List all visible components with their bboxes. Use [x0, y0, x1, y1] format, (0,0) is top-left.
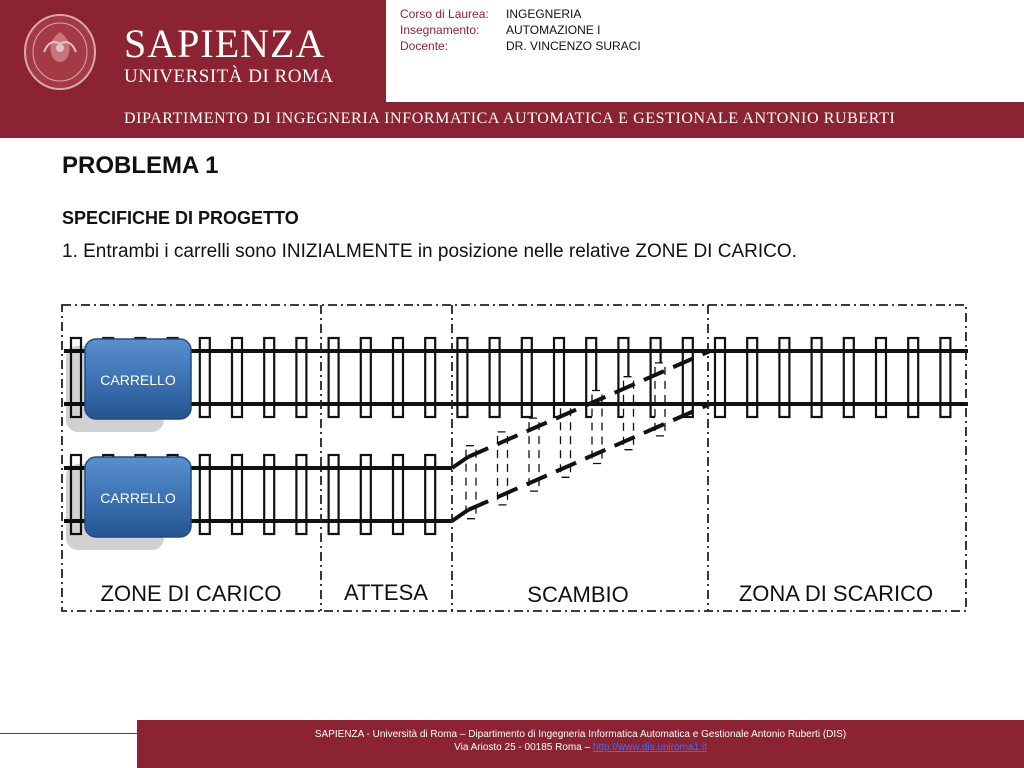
zone-label-unloading: ZONA DI SCARICO: [738, 581, 934, 606]
teaching-label: Insegnamento:: [400, 23, 480, 37]
course-value: INGEGNERIA: [506, 7, 582, 21]
specification-item: 1. Entrambi i carrelli sono INIZIALMENTE in posizione nelle relative ZONE DI CARICO.: [62, 241, 797, 262]
footer-line-2: [137, 742, 1024, 753]
switch-start-bottom: [452, 510, 468, 521]
teacher-label: Docente:: [400, 39, 449, 53]
footer-address: Via Ariosto 25 - 00185 Roma –: [454, 742, 591, 753]
logo-subtitle: UNIVERSITÀ DI ROMA: [124, 66, 334, 87]
zone-label-loading: ZONE DI CARICO: [100, 581, 282, 606]
teacher-value: DR. VINCENZO SURACI: [506, 39, 641, 53]
cart-lower-label: CARRELLO: [100, 490, 176, 506]
cart-lower[interactable]: [66, 457, 191, 550]
footer-line-1: SAPIENZA - Università di Roma – Dipartimento di Ingegneria Informatica Automatica e Gestionale Antonio Ruberti (DIS): [314, 729, 847, 740]
cart-upper-label: CARRELLO: [100, 372, 176, 388]
slide-title: PROBLEMA 1: [62, 152, 219, 179]
logo-title: SAPIENZA: [124, 21, 326, 66]
zone-label-waiting: ATTESA: [344, 580, 428, 605]
cart-upper[interactable]: [66, 339, 191, 432]
slide-subtitle: SPECIFICHE DI PROGETTO: [62, 208, 299, 228]
track-sleepers: [71, 338, 950, 534]
footer-divider: [0, 733, 137, 734]
teaching-value: AUTOMAZIONE I: [506, 23, 601, 37]
footer-website-link[interactable]: http://www.dis.uniroma1.it: [592, 742, 707, 753]
course-label: Corso di Laurea:: [400, 7, 489, 21]
department-name: DIPARTIMENTO DI INGEGNERIA INFORMATICA AUTOMATICA E GESTIONALE ANTONIO RUBERTI: [124, 110, 896, 127]
zone-label-switch: SCAMBIO: [527, 582, 629, 607]
